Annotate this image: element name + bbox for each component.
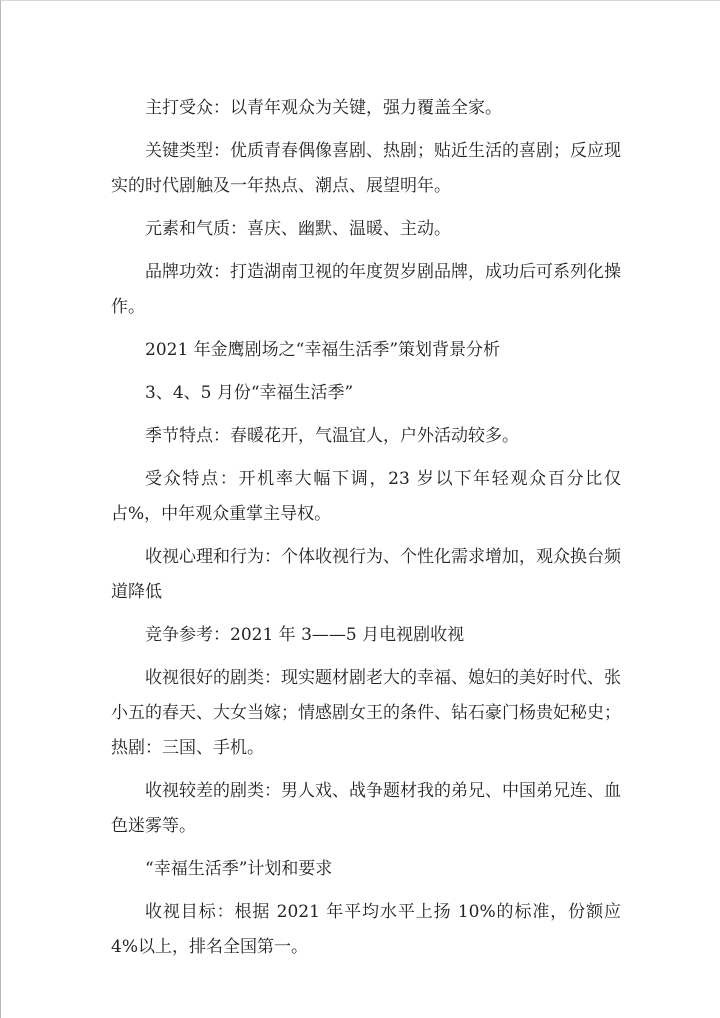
paragraph-audience-features: 受众特点：开机率大幅下调，23 岁以下年轻观众百分比仅占%，中年观众重掌主导权。 [111,469,621,524]
document-body [111,91,621,973]
paragraph-section-heading: 2021 年金鹰剧场之“幸福生活季”策划背景分析 [145,340,501,360]
paragraph-target-audience: 主打受众：以青年观众为关键，强力覆盖全家。 [145,98,502,118]
paragraph-ratings-target: 收视目标：根据 2021 年平均水平上扬 10%的标准，份额应 4%以上，排名全国第一。 [111,902,621,957]
paragraph-key-genres: 关键类型：优质青春偶像喜剧、热剧；贴近生活的喜剧；反应现实的时代剧触及一年热点、潮点、展望明年。 [111,141,621,196]
paragraph-brand-effect: 品牌功效：打造湖南卫视的年度贺岁剧品牌，成功后可系列化操作。 [111,262,621,317]
paragraph-plan-heading: “幸福生活季”计划和要求 [145,859,333,879]
paragraph-viewing-behavior: 收视心理和行为：个体收视行为、个性化需求增加，观众换台频道降低 [111,547,621,602]
paragraph-season-months: 3、4、5 月份“幸福生活季” [145,383,354,403]
paragraph-competition-reference: 竞争参考：2021 年 3——5 月电视剧收视 [145,625,465,645]
paragraph-season-features: 季节特点：春暖花开，气温宜人，户外活动较多。 [145,426,519,446]
paragraph-good-ratings: 收视很好的剧类：现实题材剧老大的幸福、媳妇的美好时代、张小五的春天、大女当嫁；情感剧女王的条件、钻石豪门杨贵妃秘史；热剧：三国、手机。 [111,668,621,758]
paragraph-poor-ratings: 收视较差的剧类：男人戏、战争题材我的弟兄、中国弟兄连、血色迷雾等。 [111,781,621,836]
paragraph-elements-tone: 元素和气质：喜庆、幽默、温暖、主动。 [145,219,451,239]
